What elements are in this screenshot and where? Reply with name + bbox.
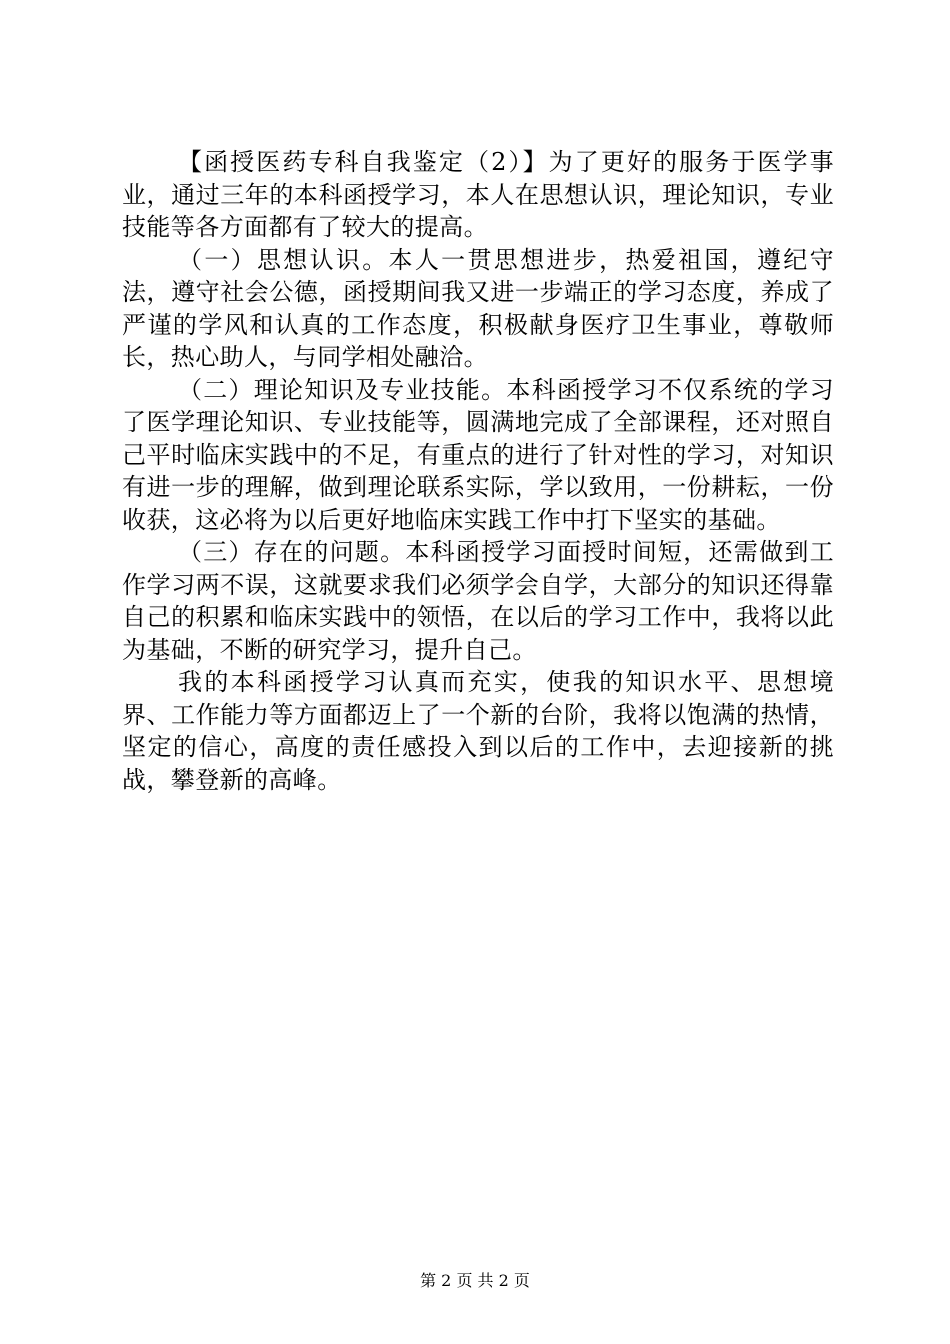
paragraph-conclusion: 我的本科函授学习认真而充实，使我的知识水平、思想境界、工作能力等方面都迈上了一个新的台阶，我将以饱满的热情，坚定的信心，高度的责任感投入到以后的工作中，去迎接新的挑战，攀登新的高峰。 xyxy=(122,668,834,794)
paragraph-theory: （二）理论知识及专业技能。本科函授学习不仅系统的学习了医学理论知识、专业技能等，圆满地完成了全部课程，还对照自己平时临床实践中的不足，有重点的进行了针对性的学习，对知识有进一步的理解，做到理论联系实际，学以致用，一份耕耘，一份收获，这必将为以后更好地临床实践工作中打下坚实的基础。 xyxy=(122,375,834,534)
paragraph-thought: （一）思想认识。本人一贯思想进步，热爱祖国，遵纪守法，遵守社会公德，函授期间我又进一步端正的学习态度，养成了严谨的学风和认真的工作态度，积极献身医疗卫生事业，尊敬师长，热心助人，与同学相处融洽。 xyxy=(122,245,834,371)
document-body xyxy=(122,146,834,796)
paragraph-problems: （三）存在的问题。本科函授学习面授时间短，还需做到工作学习两不误，这就要求我们必须学会自学，大部分的知识还得靠自己的积累和临床实践中的领悟，在以后的学习工作中，我将以此为基础，不断的研究学习，提升自己。 xyxy=(122,538,834,664)
page-number-footer: 第 2 页 共 2 页 xyxy=(420,1271,530,1290)
paragraph-intro: 【函授医药专科自我鉴定（2）】为了更好的服务于医学事业，通过三年的本科函授学习，本人在思想认识，理论知识，专业技能等各方面都有了较大的提高。 xyxy=(122,148,834,241)
